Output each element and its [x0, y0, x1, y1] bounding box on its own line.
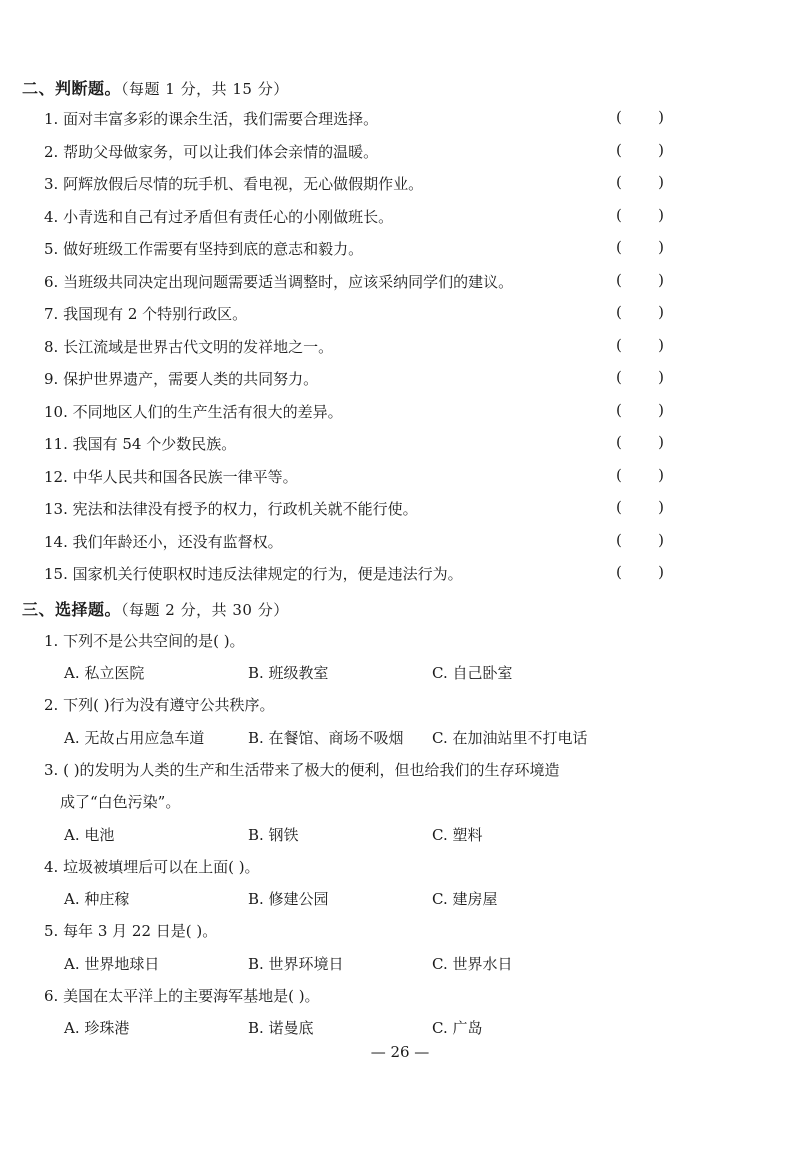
tf-item-text: 15. 国家机关行使职权时违反法律规定的行为，便是违法行为。	[44, 565, 463, 583]
mc-options-5	[64, 953, 664, 977]
mc-option: A. 珍珠港	[64, 1019, 130, 1037]
answer-blank-left: (	[616, 368, 622, 386]
mc-option: A. 种庄稼	[64, 890, 130, 908]
mc-option: C. 在加油站里不打电话	[432, 729, 588, 747]
mc-option: B. 在餐馆、商场不吸烟	[248, 729, 404, 747]
tf-item-text: 7. 我国现有 2 个特别行政区。	[44, 305, 248, 323]
tf-item-text: 6. 当班级共同决定出现问题需要适当调整时，应该采纳同学们的建议。	[44, 272, 514, 291]
answer-blank-left: (	[616, 173, 622, 191]
tf-item	[44, 336, 664, 360]
mc-option: A. 私立医院	[64, 664, 145, 682]
tf-item	[44, 173, 664, 197]
tf-item	[44, 401, 664, 425]
tf-item-text: 9. 保护世界遗产，需要人类的共同努力。	[44, 370, 319, 388]
answer-blank-right: )	[658, 270, 664, 289]
mc-question-3: 3. ( )的发明为人类的生产和生活带来了极大的便利，但也给我们的生存环境造	[44, 761, 560, 779]
tf-item	[44, 303, 664, 327]
answer-blank-right: )	[658, 563, 664, 581]
section-3-heading	[22, 597, 289, 620]
tf-item-text: 2. 帮助父母做家务，可以让我们体会亲情的温暖。	[44, 142, 379, 161]
section-2-heading	[22, 76, 289, 99]
answer-blank-left: (	[616, 335, 622, 354]
answer-blank-right: )	[658, 173, 664, 191]
answer-blank-right: )	[658, 530, 664, 549]
answer-blank-left: (	[616, 238, 622, 256]
mc-question-1: 1. 下列不是公共空间的是( )。	[44, 632, 245, 650]
tf-item	[44, 466, 664, 490]
answer-blank-left: (	[616, 400, 622, 419]
mc-option: A. 电池	[64, 826, 115, 844]
answer-blank-right: )	[658, 140, 664, 159]
mc-options-6	[64, 1017, 664, 1041]
mc-options-4	[64, 888, 664, 912]
mc-options-1	[64, 662, 664, 686]
tf-item	[44, 563, 664, 587]
section-2-title: 二、判断题。	[22, 79, 122, 98]
answer-blank-right: )	[658, 498, 664, 516]
answer-blank-left: (	[616, 140, 622, 159]
answer-blank-right: )	[658, 238, 664, 256]
answer-blank-left: (	[616, 498, 622, 516]
tf-item	[44, 238, 664, 262]
mc-option: C. 世界水日	[432, 955, 513, 973]
mc-options-2	[64, 727, 664, 751]
tf-item-text: 11. 我国有 54 个少数民族。	[44, 435, 237, 453]
tf-item	[44, 433, 664, 457]
section-3-note: （每题 2 分，共 30 分）	[121, 601, 289, 619]
tf-item	[44, 531, 664, 555]
tf-item-text: 12. 中华人民共和国各民族一律平等。	[44, 467, 298, 486]
tf-item-text: 4. 小青选和自己有过矛盾但有责任心的小刚做班长。	[44, 207, 394, 226]
mc-option: B. 修建公园	[248, 890, 329, 908]
mc-option: C. 塑料	[432, 826, 483, 844]
answer-blank-left: (	[616, 108, 622, 126]
answer-blank-left: (	[616, 465, 622, 484]
mc-option: B. 钢铁	[248, 826, 299, 844]
tf-item	[44, 206, 664, 230]
answer-blank-left: (	[616, 270, 622, 289]
answer-blank-left: (	[616, 530, 622, 549]
mc-question-2: 2. 下列( )行为没有遵守公共秩序。	[44, 696, 275, 714]
tf-item	[44, 108, 664, 132]
answer-blank-left: (	[616, 433, 622, 451]
tf-item	[44, 141, 664, 165]
answer-blank-left: (	[616, 205, 622, 224]
mc-option: C. 广岛	[432, 1019, 483, 1037]
section-2-note: （每题 1 分，共 15 分）	[121, 80, 289, 98]
tf-item-text: 10. 不同地区人们的生产生活有很大的差异。	[44, 402, 343, 421]
answer-blank-right: )	[658, 368, 664, 386]
mc-option: A. 世界地球日	[64, 955, 160, 973]
answer-blank-right: )	[658, 205, 664, 224]
tf-item-text: 5. 做好班级工作需要有坚持到底的意志和毅力。	[44, 240, 364, 258]
mc-question-3-continued: 成了“白色污染”。	[60, 793, 181, 811]
answer-blank-right: )	[658, 433, 664, 451]
answer-blank-right: )	[658, 465, 664, 484]
answer-blank-left: (	[616, 563, 622, 581]
answer-blank-left: (	[616, 303, 622, 321]
mc-option: C. 自己卧室	[432, 664, 513, 682]
answer-blank-right: )	[658, 303, 664, 321]
tf-item	[44, 271, 664, 295]
mc-question-5: 5. 每年 3 月 22 日是( )。	[44, 922, 218, 940]
page-number: — 26 —	[370, 1043, 430, 1061]
answer-blank-right: )	[658, 335, 664, 354]
tf-item	[44, 498, 664, 522]
answer-blank-right: )	[658, 400, 664, 419]
tf-item-text: 8. 长江流域是世界古代文明的发祥地之一。	[44, 337, 334, 356]
mc-options-3	[64, 824, 664, 848]
mc-option: B. 世界环境日	[248, 955, 344, 973]
mc-option: C. 建房屋	[432, 890, 498, 908]
answer-blank-right: )	[658, 108, 664, 126]
mc-option: B. 班级教室	[248, 664, 329, 682]
tf-item-text: 1. 面对丰富多彩的课余生活，我们需要合理选择。	[44, 110, 379, 128]
mc-question-6: 6. 美国在太平洋上的主要海军基地是( )。	[44, 987, 320, 1005]
tf-item-text: 14. 我们年龄还小，还没有监督权。	[44, 532, 283, 551]
section-3-title: 三、选择题。	[22, 600, 122, 619]
tf-item-text: 13. 宪法和法律没有授予的权力，行政机关就不能行使。	[44, 500, 418, 518]
mc-option: B. 诺曼底	[248, 1019, 314, 1037]
tf-item-text: 3. 阿辉放假后尽情的玩手机、看电视，无心做假期作业。	[44, 175, 424, 193]
tf-item	[44, 368, 664, 392]
mc-question-4: 4. 垃圾被填埋后可以在上面( )。	[44, 858, 260, 876]
mc-option: A. 无故占用应急车道	[64, 729, 205, 747]
